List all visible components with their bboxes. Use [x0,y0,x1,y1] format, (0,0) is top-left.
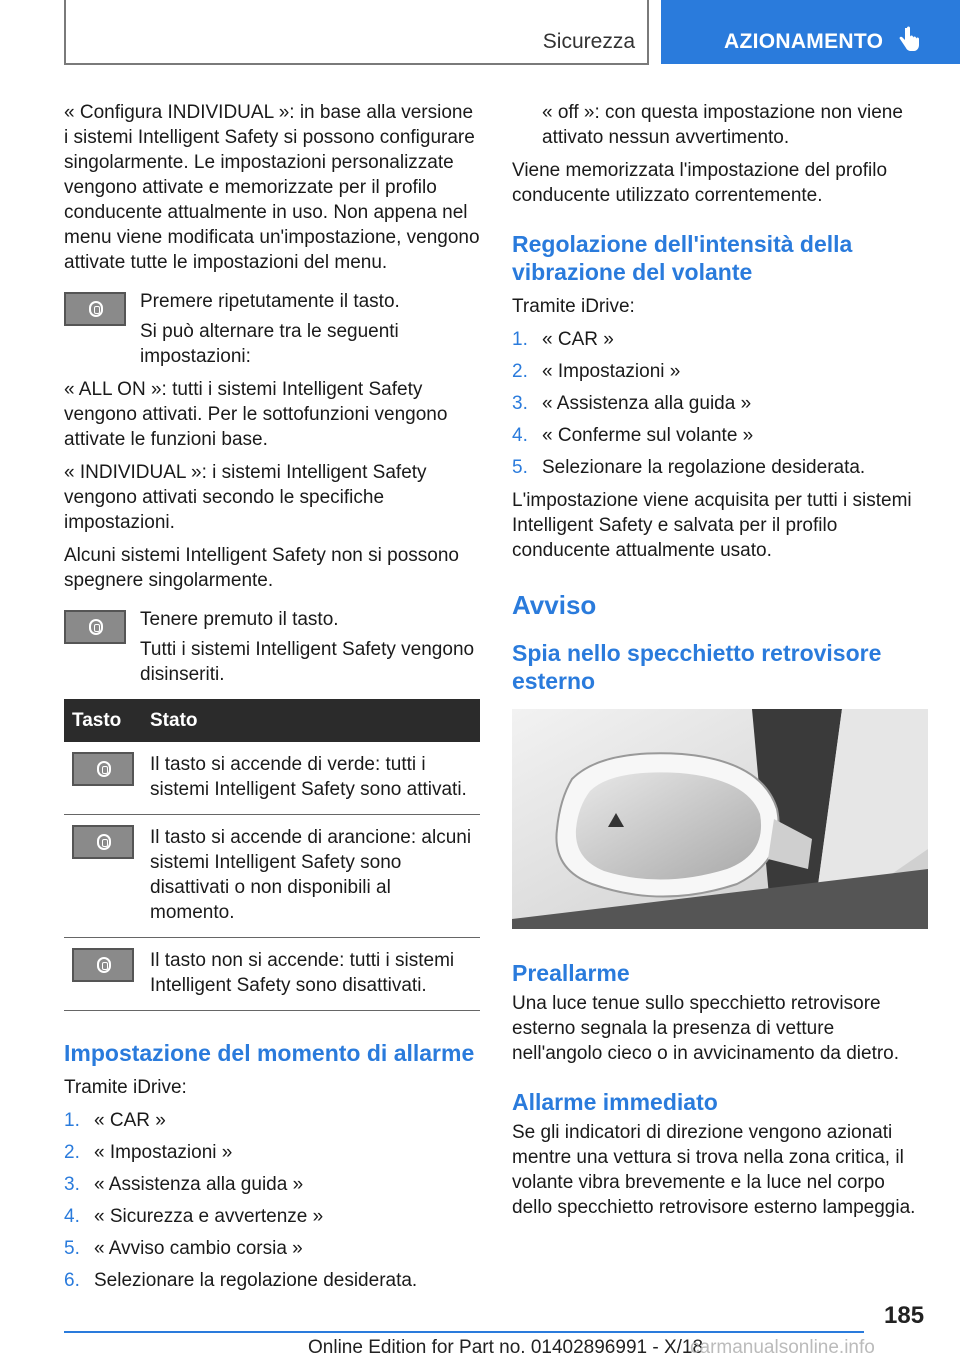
intelligent-safety-button-icon [64,292,126,326]
header-divider-left [64,0,66,64]
list-item: 2. « Impostazioni » [64,1142,233,1163]
header-divider-right [647,0,649,64]
table-row [64,742,480,815]
side-mirror-photo [512,709,928,929]
table-cell-state: Il tasto non si accende: tutti i sistemi Intelligent Safety sono disattivati. [142,938,480,1011]
stored-paragraph: Viene memorizzata l'impostazione del profilo conducente utilizzato correntemente. [512,160,888,206]
list-item: 4. « Sicurezza e avvertenze » [64,1206,324,1227]
side-mirror-illustration [512,709,928,929]
table-header-state: Stato [142,699,480,742]
intelligent-safety-button-icon [72,825,134,859]
immediate-warning-paragraph: Se gli indicatori di direzione vengono azionati mentre una vettura si trova nella zona critica, il volante vibra brevemente e la luce nel corpo dello specchietto retrovisore esterno lampeggia. [512,1122,916,1218]
table-cell-state: Il tasto si accende di arancione: alcuni sistemi Intelligent Safety sono disattivati o non disponibili al momento. [142,815,480,938]
list-item: 3. « Assistenza alla guida » [512,393,752,414]
header-rule [64,63,649,65]
disabled-text: Tutti i sistemi Intelligent Safety vengono disinseriti. [140,639,475,685]
vibration-steps-list [512,327,928,480]
pre-warning-paragraph: Una luce tenue sullo specchietto retrovisore esterno segnala la presenza di vetture nell'angolo cieco o in avvicinamento da dietro. [512,993,900,1064]
some-systems-paragraph: Alcuni sistemi Intelligent Safety non si possono spegnere singolarmente. [64,545,459,591]
heading-warning: Avviso [512,590,597,620]
heading-pre-warning: Preallarme [512,960,630,986]
list-item: 5. Selezionare la regolazione desiderata. [512,457,866,478]
list-item: 3. « Assistenza alla guida » [64,1174,304,1195]
list-item: 6. Selezionare la regolazione desiderata. [64,1270,418,1291]
footer-edition: Online Edition for Part no. 01402896991 - X/18 [308,1337,704,1358]
right-column [512,100,928,1228]
list-item: 5. « Avviso cambio corsia » [64,1238,303,1259]
all-on-paragraph: « ALL ON »: tutti i sistemi Intelligent Safety vengono attivati. Per le sottofunzioni vengono attivate le funzioni base. [64,379,448,450]
hold-text: Tenere premuto il tasto. [140,609,339,630]
page-number: 185 [884,1302,925,1329]
table-cell-state: Il tasto si accende di verde: tutti i sistemi Intelligent Safety sono attivati. [142,742,480,815]
hand-pointer-icon [897,26,921,54]
heading-immediate-warning: Allarme immediato [512,1089,718,1115]
heading-mirror-light: Spia nello specchietto retrovisore esterno [512,640,882,694]
left-column [64,100,480,1301]
table-header-button: Tasto [64,699,142,742]
list-item: 1. « CAR » [512,329,614,350]
via-idrive-text: Tramite iDrive: [512,296,635,317]
heading-warning-timing: Impostazione del momento di allarme [64,1040,475,1066]
off-paragraph: « off »: con questa impostazione non viene attivato nessun avvertimento. [542,102,903,148]
footer-rule [64,1331,864,1333]
hold-button-instruction [64,607,480,641]
intelligent-safety-button-icon [72,752,134,786]
section-title: Sicurezza [542,30,635,53]
footer-watermark: carmanualsonline.info [690,1337,875,1358]
list-item: 1. « CAR » [64,1110,166,1131]
page-header [0,0,960,66]
timing-steps-list [64,1108,480,1293]
intro-paragraph: « Configura INDIVIDUAL »: in base alla versione i sistemi Intelligent Safety si possono configurare singolarmente. Le impostazioni personalizzate vengono attivate e memorizzate per il profilo conducente attualmente in uso. Non appena nel menu viene modificata un'impostazione, vengono attivate tutte le impostazioni del menu. [64,102,480,273]
intelligent-safety-button-icon [64,610,126,644]
press-button-instruction [64,289,480,323]
individual-paragraph: « INDIVIDUAL »: i sistemi Intelligent Safety vengono attivati secondo le specifiche impostazioni. [64,462,427,533]
list-item: 2. « Impostazioni » [512,361,681,382]
acquired-paragraph: L'impostazione viene acquisita per tutti i sistemi Intelligent Safety e salvata per il profilo conducente attualmente usato. [512,490,912,561]
intelligent-safety-button-icon [72,948,134,982]
button-state-table [64,699,480,1011]
alternate-text: Si può alternare tra le seguenti impostazioni: [140,321,399,367]
press-text: Premere ripetutamente il tasto. [140,291,400,312]
table-row [64,938,480,1011]
chapter-tab-label: AZIONAMENTO [724,30,884,53]
chapter-tab[interactable] [661,0,960,64]
via-idrive-text: Tramite iDrive: [64,1077,187,1098]
heading-vibration: Regolazione dell'intensità della vibrazione del volante [512,231,853,285]
list-item: 4. « Conferme sul volante » [512,425,754,446]
table-row [64,815,480,938]
